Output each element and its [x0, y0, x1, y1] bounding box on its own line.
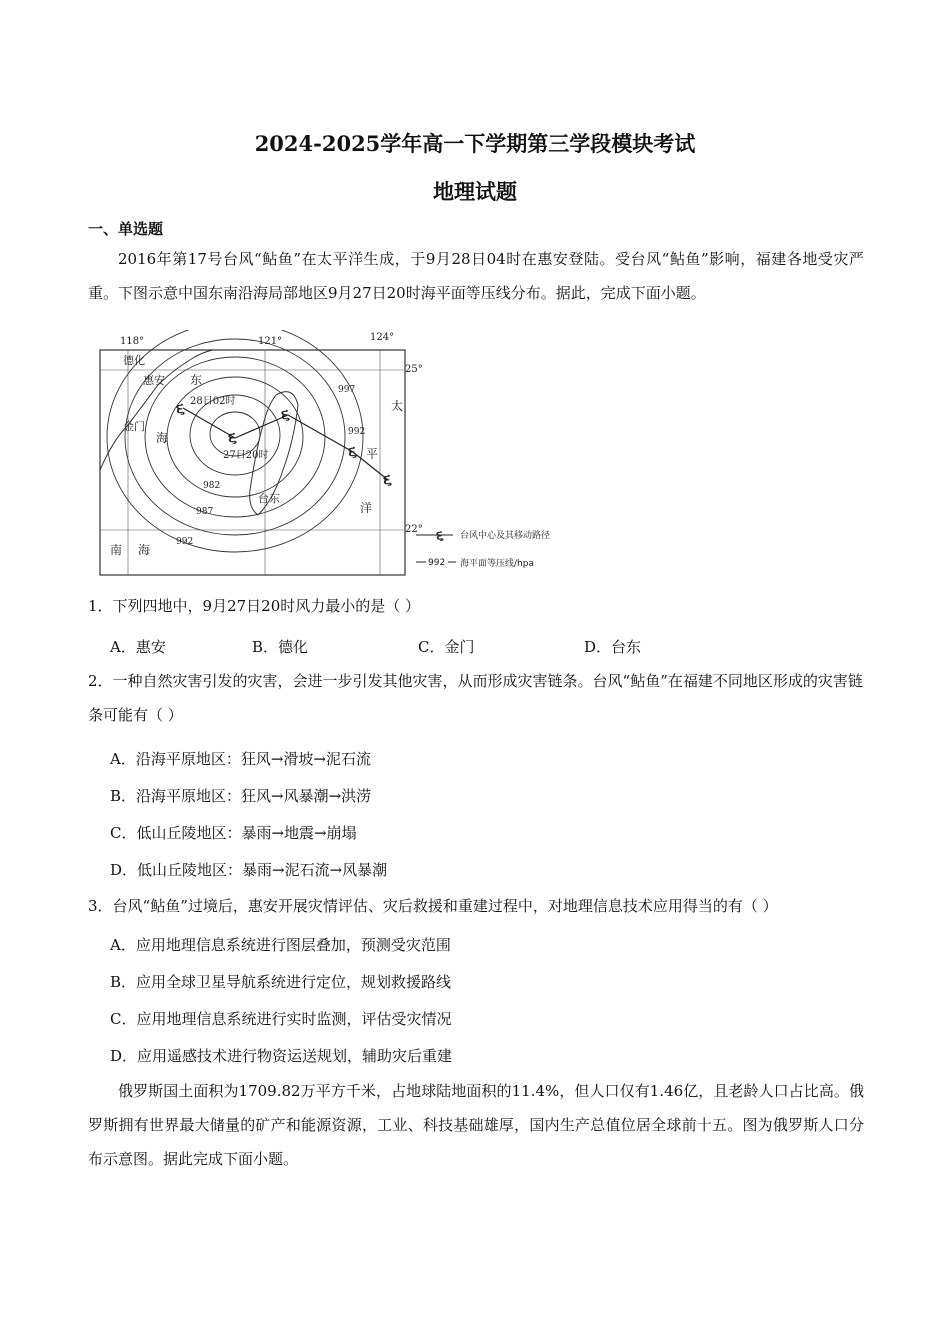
- time-label: 28日02时: [190, 396, 236, 407]
- typhoon-isobar-map: [98, 330, 598, 580]
- option-b[interactable]: B．应用全球卫星导航系统进行定位，规划救援路线: [110, 973, 452, 991]
- question-2-stem: 2．一种自然灾害引发的灾害，会进一步引发其他灾害，从而形成灾害链条。台风“鲇鱼”在福建不同地区形成的灾害链条可能有（ ）: [88, 672, 863, 724]
- option-c[interactable]: C．金门: [418, 638, 475, 656]
- sea-label: 洋: [360, 501, 373, 515]
- option-c[interactable]: C．应用地理信息系统进行实时监测，评估受灾情况: [110, 1010, 452, 1028]
- sea-label: 平: [366, 447, 379, 461]
- isobar-value: 987: [196, 507, 214, 517]
- lat-label: 25°: [405, 364, 423, 375]
- question-1-stem: 1．下列四地中，9月27日20时风力最小的是（ ）: [88, 597, 421, 615]
- lon-label: 118°: [120, 336, 145, 347]
- isobar-value: 992: [176, 537, 194, 547]
- sea-label: 东: [190, 373, 203, 387]
- legend-typhoon-label: 台风中心及其移动路径: [460, 531, 551, 541]
- typhoon-center-icon: ૬: [281, 405, 290, 424]
- isobar-value: 992: [348, 427, 366, 437]
- lat-label: 22°: [405, 524, 423, 535]
- sea-label: 海: [138, 543, 151, 557]
- typhoon-center-icon: ૬: [176, 399, 185, 418]
- passage-typhoon: 2016年第17号台风“鲇鱼”在太平洋生成，于9月28日04时在惠安登陆。受台风“鲇鱼”影响，福建各地受灾严重。下图示意中国东南沿海局部地区9月27日20时海平面等压线分布。据此，完成下面小题。: [88, 250, 864, 302]
- legend-typhoon-icon: ૬: [436, 528, 444, 544]
- option-a[interactable]: A．惠安: [110, 638, 166, 656]
- legend-isobar-value: 992: [428, 558, 446, 568]
- question-3-stem: 3．台风“鲇鱼”过境后，惠安开展灾情评估、灾后救援和重建过程中，对地理信息技术应用得当的有（ ）: [88, 897, 778, 915]
- time-label: 27日20时: [223, 450, 269, 461]
- option-d[interactable]: D．台东: [584, 638, 642, 656]
- sea-label: 海: [156, 431, 169, 445]
- place-label: 金门: [123, 420, 145, 433]
- option-b[interactable]: B．沿海平原地区：狂风→风暴潮→洪涝: [110, 787, 372, 805]
- option-d[interactable]: D．低山丘陵地区：暴雨→泥石流→风暴潮: [110, 861, 388, 879]
- option-d[interactable]: D．应用遥感技术进行物资运送规划，辅助灾后重建: [110, 1047, 453, 1065]
- sea-label: 南: [110, 543, 123, 557]
- place-label: 台东: [258, 492, 280, 505]
- option-c[interactable]: C．低山丘陵地区：暴雨→地震→崩塌: [110, 824, 357, 842]
- passage-russia: 俄罗斯国土面积为1709.82万平方千米，占地球陆地面积的11.4%，但人口仅有1.46亿，且老龄人口占比高。俄罗斯拥有世界最大储量的矿产和能源资源，工业、科技基础雄厚，国内生产总值位居全球前十五。图为俄罗斯人口分布示意图。据此完成下面小题。: [88, 1082, 864, 1168]
- option-a[interactable]: A．沿海平原地区：狂风→滑坡→泥石流: [110, 750, 371, 768]
- exam-subtitle: 地理试题: [433, 179, 517, 204]
- typhoon-center-icon: ૬: [348, 442, 357, 461]
- isobar-value: 982: [203, 481, 221, 491]
- place-label: 惠安: [143, 374, 165, 387]
- lon-label: 124°: [370, 332, 395, 343]
- option-a[interactable]: A．应用地理信息系统进行图层叠加，预测受灾范围: [110, 936, 451, 954]
- option-b[interactable]: B．德化: [252, 638, 309, 656]
- sea-label: 太: [391, 399, 404, 413]
- isobar-value: 997: [338, 385, 356, 395]
- exam-title: 2024-2025学年高一下学期第三学段模块考试: [254, 131, 696, 156]
- typhoon-center-icon: ૬: [228, 428, 237, 447]
- section-heading: 一、单选题: [88, 220, 164, 238]
- legend-isobar-label: 海平面等压线/hpa: [460, 559, 534, 569]
- typhoon-center-icon: ૬: [383, 470, 392, 489]
- place-label: 德化: [123, 354, 145, 367]
- lon-label: 121°: [258, 336, 283, 347]
